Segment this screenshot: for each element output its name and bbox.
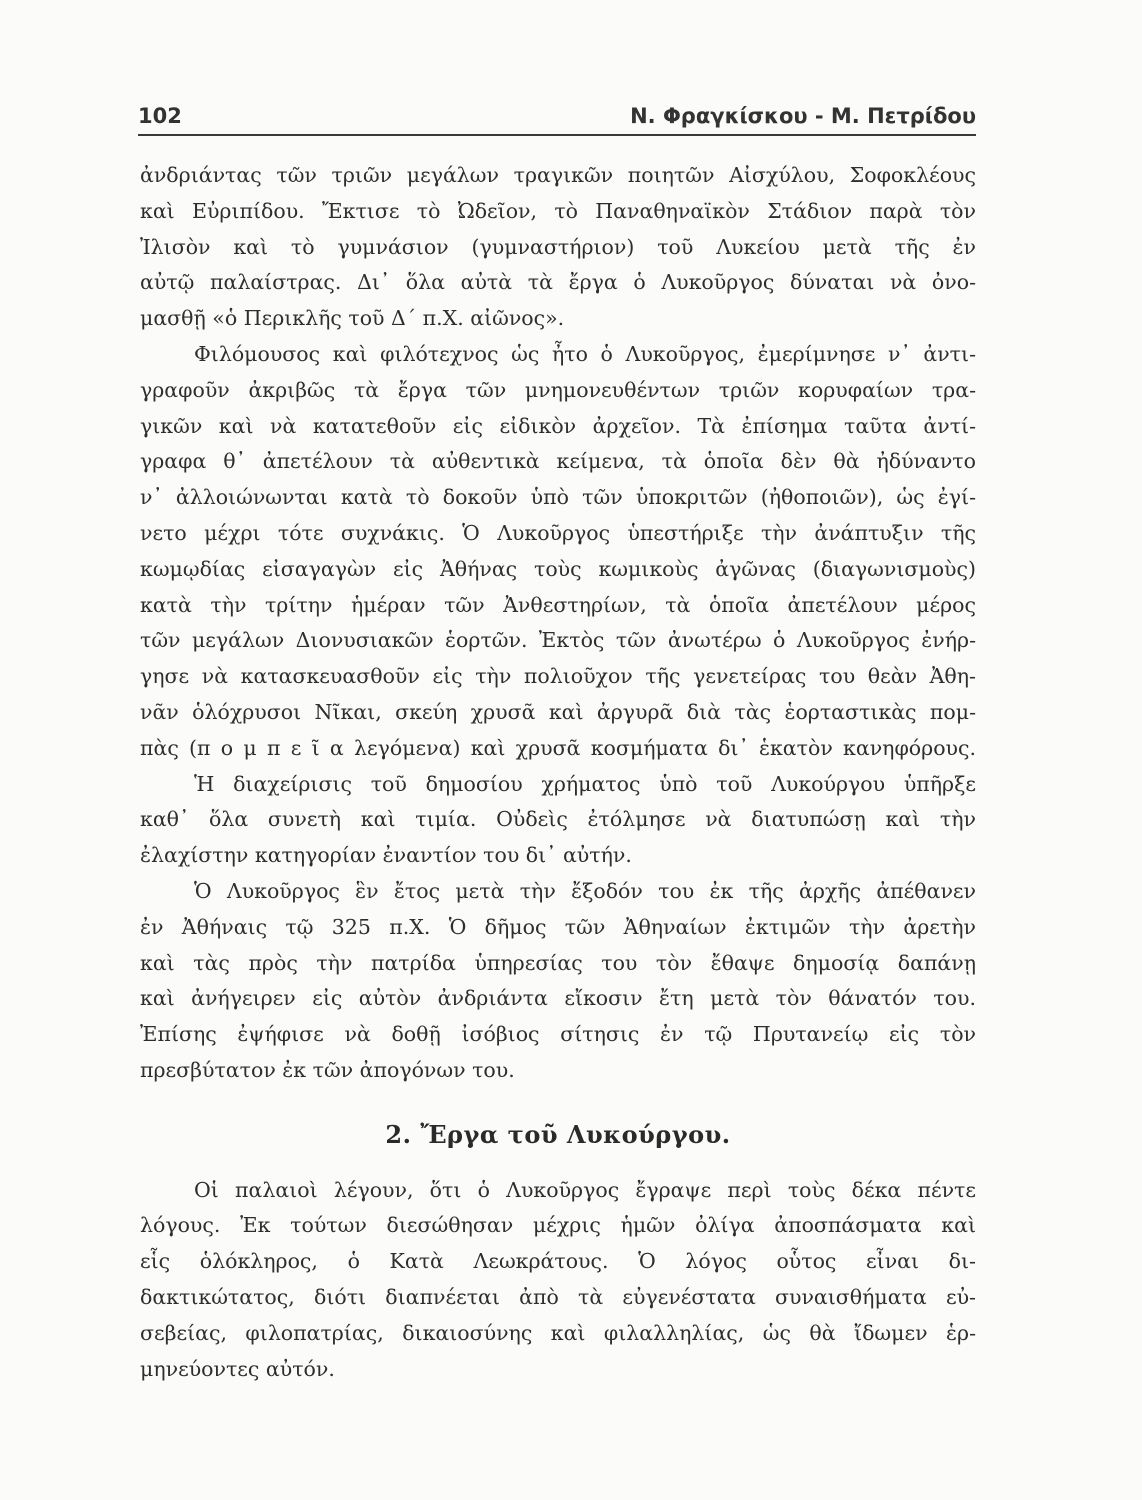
text-line: εἷς ὁλόκληρος, ὁ Κατὰ Λεωκράτους. Ὁ λόγος οὗτος εἶναι δι- (140, 1249, 976, 1274)
paragraph (140, 874, 976, 1089)
text-line: ν᾿ ἀλλοιώνωνται κατὰ τὸ δοκοῦν ὑπὸ τῶν ὑποκριτῶν (ἠθοποιῶν), ὡς ἐγί- (140, 485, 976, 510)
text-line: νετο μέχρι τότε συχνάκις. Ὁ Λυκοῦργος ὑπεστήριξε τὴν ἀνάπτυξιν τῆς (140, 520, 976, 545)
text-line: κωμῳδίας εἰσαγαγὼν εἰς Ἀθήνας τοὺς κωμικοὺς ἀγῶνας (διαγωνισμοὺς) (140, 556, 976, 581)
text-line: λόγους. Ἐκ τούτων διεσώθησαν μέχρις ἡμῶν ὀλίγα ἀποσπάσματα καὶ (140, 1213, 976, 1238)
text-line: γραφα θ᾿ ἀπετέλουν τὰ αὐθεντικὰ κείμενα, τὰ ὁποῖα δὲν θὰ ἠδύναντο (140, 449, 976, 474)
text-line: κατὰ τὴν τρίτην ἡμέραν τῶν Ἀνθεστηρίων, τὰ ὁποῖα ἀπετέλουν μέρος (140, 592, 976, 617)
text-line: ἀνδριάντας τῶν τριῶν μεγάλων τραγικῶν ποιητῶν Αἰσχύλου, Σοφοκλέους (140, 163, 976, 187)
text-line: γραφοῦν ἀκριβῶς τὰ ἔργα τῶν μνημονευθέντων τριῶν κορυφαίων τρα- (140, 377, 976, 402)
text-line: αὐτῷ παλαίστρας. Δι᾿ ὅλα αὐτὰ τὰ ἔργα ὁ Λυκοῦργος δύναται νὰ ὀνο- (140, 270, 976, 295)
text-line: πὰς (π ο μ π ε ῖ α λεγόμενα) καὶ χρυσᾶ κοσμήματα δι᾿ ἑκατὸν κανηφόρους. (140, 735, 976, 760)
page-header (138, 100, 976, 136)
paragraph (140, 1173, 976, 1388)
text-line: Ἐπίσης ἐψήφισε νὰ δοθῇ ἰσόβιος σίτησις ἐν τῷ Πρυτανείῳ εἰς τὸν (140, 1022, 976, 1047)
text-line: καθ᾿ ὅλα συνετὴ καὶ τιμία. Οὐδεὶς ἐτόλμησε νὰ διατυπώσῃ καὶ τὴν (140, 807, 976, 832)
text-line: ἐλαχίστην κατηγορίαν ἐναντίον του δι᾿ αὐτήν. (140, 843, 632, 868)
text-line: τῶν μεγάλων Διονυσιακῶν ἑορτῶν. Ἐκτὸς τῶν ἀνωτέρω ὁ Λυκοῦργος ἐνήρ- (140, 628, 976, 653)
text-line: Φιλόμουσος καὶ φιλότεχνος ὡς ἦτο ὁ Λυκοῦργος, ἐμερίμνησε ν᾿ ἀντι- (194, 341, 976, 366)
text-line: Οἱ παλαιοὶ λέγουν, ὅτι ὁ Λυκοῦργος ἔγραψε περὶ τοὺς δέκα πέντε (194, 1177, 976, 1202)
text-line: καὶ τὰς πρὸς τὴν πατρίδα ὑπηρεσίας του τὸν ἔθαψε δημοσίᾳ δαπάνῃ (140, 950, 976, 975)
paragraph (140, 337, 976, 767)
text-line: Ἡ διαχείρισις τοῦ δημοσίου χρήματος ὑπὸ τοῦ Λυκούργου ὑπῆρξε (194, 771, 976, 796)
text-line: ἐν Ἀθήναις τῷ 325 π.Χ. Ὁ δῆμος τῶν Ἀθηναίων ἐκτιμῶν τὴν ἀρετὴν (140, 914, 976, 939)
text-line: Ἰλισὸν καὶ τὸ γυμνάσιον (γυμναστήριον) τοῦ Λυκείου μετὰ τῆς ἐν (140, 234, 976, 259)
text-line: νᾶν ὁλόχρυσοι Νῖκαι, σκεύη χρυσᾶ καὶ ἀργυρᾶ διὰ τὰς ἑορταστικὰς πομ- (140, 699, 976, 724)
page-number: 102 (138, 104, 182, 128)
text-line: μηνεύοντες αὐτόν. (140, 1356, 335, 1381)
page-body (140, 158, 976, 1387)
text-line: Ὁ Λυκοῦργος ἓν ἔτος μετὰ τὴν ἔξοδόν του ἐκ τῆς ἀρχῆς ἀπέθανεν (194, 878, 976, 903)
paragraph-continuation (140, 158, 976, 337)
paragraph (140, 767, 976, 874)
text-line: σεβείας, φιλοπατρίας, δικαιοσύνης καὶ φιλαλληλίας, ὡς θὰ ἴδωμεν ἑρ- (140, 1320, 976, 1345)
running-head: Ν. Φραγκίσκου - Μ. Πετρίδου (630, 104, 976, 128)
section-title: 2. Ἔργα τοῦ Λυκούργου. (385, 1119, 731, 1149)
text-line: καὶ Εὐριπίδου. Ἔκτισε τὸ Ὠδεῖον, τὸ Παναθηναϊκὸν Στάδιον παρὰ τὸν (140, 198, 976, 223)
text-line: μασθῇ «ὁ Περικλῆς τοῦ Δ΄ π.Χ. αἰῶνος». (140, 306, 565, 331)
text-line: καὶ ἀνήγειρεν εἰς αὐτὸν ἀνδριάντα εἴκοσιν ἔτη μετὰ τὸν θάνατόν του. (140, 986, 976, 1011)
text-line: πρεσβύτατον ἐκ τῶν ἀπογόνων του. (140, 1057, 515, 1082)
text-line: δακτικώτατος, διότι διαπνέεται ἀπὸ τὰ εὐγενέστατα συναισθήματα εὐ- (140, 1284, 976, 1309)
text-line: γησε νὰ κατασκευασθοῦν εἰς τὴν πολιοῦχον τῆς γενετείρας του θεὰν Ἀθη- (140, 664, 976, 689)
text-line: γικῶν καὶ νὰ κατατεθοῦν εἰς εἰδικὸν ἀρχεῖον. Τὰ ἐπίσημα ταῦτα ἀντί- (140, 413, 976, 438)
